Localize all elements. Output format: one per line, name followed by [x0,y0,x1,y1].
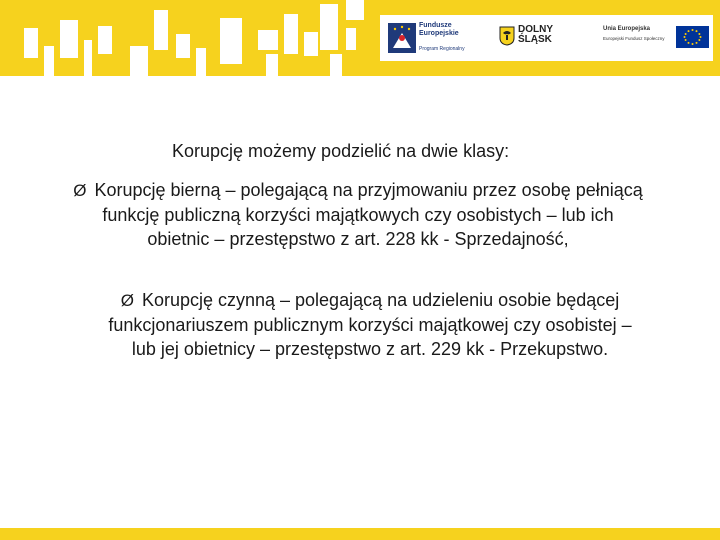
fundusze-europejskie-title [419,22,459,38]
bullet-line: lub jej obietnicy – przestępstwo z art. 229 kk - Przekupstwo. [131,339,609,359]
bullet-line [38,178,678,203]
decorative-block [154,10,168,50]
fundusze-europejskie-icon [388,23,416,53]
fundusze-europejskie-logo [388,21,496,57]
decorative-block [176,34,190,58]
unia-europejska-title: Unia Europejska [603,26,651,32]
unia-europejska-logo [600,23,710,55]
decorative-block [346,0,364,20]
bullet-item-passive-corruption [38,178,678,251]
decorative-block [258,30,278,50]
bullet-line: funkcję publiczną korzyści majątkowych czy osobistych – lub ich [102,205,614,225]
bullet-line: funkcjonariuszem publicznym korzyści majątkowej czy osobistej – [108,315,632,335]
decorative-block [196,48,206,76]
decorative-block [330,54,342,76]
bullet-item-active-corruption [70,288,670,361]
bullet-text: Korupcję bierną – polegającą na przyjmowaniu przez osobę pełniącą [94,180,643,200]
header-band [0,0,720,76]
fe-line-1: Fundusze [419,22,452,29]
decorative-block [284,14,298,54]
decorative-block [304,32,318,56]
bullet-text: Korupcję czynną – polegającą na udzieleniu osobie będącej [141,290,620,310]
decorative-block [346,28,356,50]
decorative-block [130,46,148,76]
decorative-block [84,40,92,76]
decorative-block [60,20,78,58]
arrow-bullet-icon: Ø [120,291,134,310]
bullet-line: obietnic – przestępstwo z art. 228 kk - Sprzedajność, [147,229,569,249]
fe-line-2: Europejskie [419,30,459,37]
ds-line-1: DOLNY [518,24,553,35]
fundusze-europejskie-subtitle: Program Regionalny [419,46,465,52]
arrow-bullet-icon: Ø [73,181,87,200]
unia-europejska-subtitle: Europejski Fundusz Społeczny [603,36,665,41]
decorative-block [98,26,112,54]
footer-band [0,528,720,540]
decorative-block [220,18,242,64]
dolny-slask-logo [496,23,576,55]
logo-panel [380,15,713,61]
eu-flag-icon [676,26,709,48]
decorative-block [320,4,338,50]
bullet-line [70,288,670,313]
decorative-block [44,46,54,76]
dolny-slask-title [518,25,553,45]
ds-line-2: ŚLĄSK [518,34,552,45]
intro-text: Korupcję możemy podzielić na dwie klasy: [172,141,510,161]
eagle-crest-icon [499,26,515,46]
decorative-block [266,54,278,76]
decorative-block [24,28,38,58]
